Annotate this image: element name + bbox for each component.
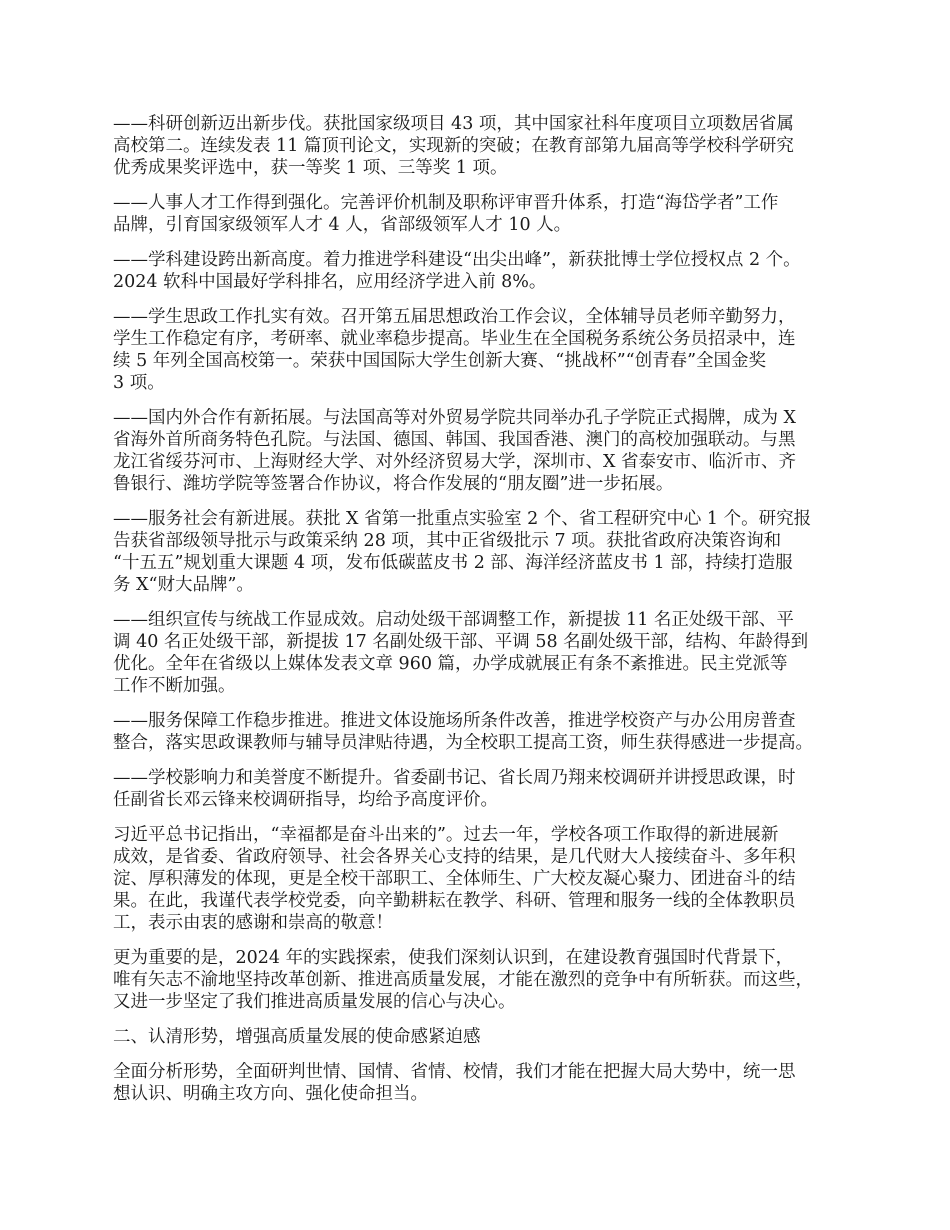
text-line: 又进一步坚定了我们推进高质量发展的信心与决心。: [113, 992, 516, 1012]
text-line: 鲁银行、潍坊学院等签署合作协议，将合作发展的“朋友圈”进一步拓展。: [113, 474, 674, 494]
text-line: ——服务社会有新进展。获批 X 省第一批重点实验室 2 个、省工程研究中心 1 个。研究报: [113, 509, 812, 529]
text-line: 任副省长邓云锋来校调研指导，均给予高度评价。: [113, 790, 498, 810]
document-page: [113, 113, 838, 1118]
text-line: 习近平总书记指出，“幸福都是奋斗出来的”。过去一年，学校各项工作取得的新进展新: [113, 825, 779, 845]
text-line: 省海外首所商务特色孔院。与法国、德国、韩国、我国香港、澳门的高校加强联动。与黑: [113, 430, 796, 450]
paragraph-organization: [113, 609, 838, 697]
paragraph-discipline: [113, 249, 838, 293]
paragraph-reputation: [113, 767, 838, 811]
section-heading: [113, 1026, 838, 1048]
text-line: 调 40 名正处级干部，新提拔 17 名副处级干部、平调 58 名副处级干部，结构、年龄得到: [113, 632, 809, 652]
text-line: 淀、厚积薄发的体现，更是全校干部职工、全体师生、广大校友凝心聚力、团进奋斗的结: [113, 869, 796, 889]
text-line: 续 5 年列全国高校第一。荣获中国国际大学生创新大赛、“挑战杯”“创青春”全国金奖: [113, 351, 767, 371]
text-line: 整合，落实思政课教师与辅导员津贴待遇，为全校职工提高工资，师生获得感进一步提高。: [113, 733, 813, 753]
text-line: ——服务保障工作稳步推进。推进文体设施场所条件改善，推进学校资产与办公用房普查: [113, 711, 796, 731]
text-line: 唯有矢志不渝地坚持改革创新、推进高质量发展，才能在激烈的竞争中有所斩获。而这些，: [113, 970, 813, 990]
paragraph-situation: [113, 1061, 838, 1105]
heading-text: 二、认清形势，增强高质量发展的使命感紧迫感: [113, 1027, 481, 1047]
text-line: ——组织宣传与统战工作显成效。启动处级干部调整工作，新提拔 11 名正处级干部、平: [113, 610, 794, 630]
text-line: ——学校影响力和美誉度不断提升。省委副书记、省长周乃翔来校调研并讲授思政课，时: [113, 768, 796, 788]
text-line: 龙江省绥芬河市、上海财经大学、对外经济贸易大学，深圳市、X 省泰安市、临沂市、齐: [113, 452, 797, 472]
paragraph-gratitude: [113, 824, 838, 934]
text-line: 工，表示由衷的感谢和崇高的敬意！: [113, 913, 393, 933]
text-line: 品牌，引育国家级领军人才 4 人，省部级领军人才 10 人。: [113, 215, 572, 235]
text-line: 高校第二。连续发表 11 篇顶刊论文，实现新的突破；在教育部第九届高等学校科学研究: [113, 136, 794, 156]
text-line: 3 项。: [113, 373, 165, 393]
paragraph-logistics: [113, 710, 838, 754]
text-line: ——人事人才工作得到强化。完善评价机制及职称评审晋升体系，打造“海岱学者”工作: [113, 193, 779, 213]
text-line: 成效，是省委、省政府领导、社会各界关心支持的结果，是几代财大人接续奋斗、多年积: [113, 847, 796, 867]
text-line: 想认识、明确主攻方向、强化使命担当。: [113, 1084, 428, 1104]
text-line: ——国内外合作有新拓展。与法国高等对外贸易学院共同举办孔子学院正式揭牌，成为 X: [113, 408, 797, 428]
paragraph-talent: [113, 192, 838, 236]
text-line: 全面分析形势，全面研判世情、国情、省情、校情，我们才能在把握大局大势中，统一思: [113, 1062, 796, 1082]
text-line: 更为重要的是，2024 年的实践探索，使我们深刻认识到，在建设教育强国时代背景下，: [113, 948, 794, 968]
paragraph-student-affairs: [113, 306, 838, 394]
text-line: 优化。全年在省级以上媒体发表文章 960 篇，办学成就展正有条不紊推进。民主党派等: [113, 654, 788, 674]
paragraph-social-service: [113, 508, 838, 596]
text-line: 优秀成果奖评选中，获一等奖 1 项、三等奖 1 项。: [113, 158, 508, 178]
text-line: 2024 软科中国最好学科排名，应用经济学进入前 8%。: [113, 272, 547, 292]
text-line: ——学科建设跨出新高度。着力推进学科建设“出尖出峰”，新获批博士学位授权点 2 个。: [113, 250, 801, 270]
text-line: 果。在此，我谨代表学校党委，向辛勤耕耘在教学、科研、管理和服务一线的全体教职员: [113, 891, 796, 911]
text-line: ——学生思政工作扎实有效。召开第五届思想政治工作会议，全体辅导员老师辛勤努力，: [113, 307, 796, 327]
paragraph-research: [113, 113, 838, 179]
paragraph-cooperation: [113, 407, 838, 495]
text-line: 工作不断加强。: [113, 676, 236, 696]
text-line: 告获省部级领导批示与政策采纳 28 项，其中正省级批示 7 项。获批省政府决策咨询和: [113, 531, 782, 551]
paragraph-reflection: [113, 947, 838, 1013]
text-line: 务 X“财大品牌”。: [113, 575, 254, 595]
text-line: “十五五”规划重大课题 4 项，发布低碳蓝皮书 2 部、海洋经济蓝皮书 1 部，持续打造服: [113, 553, 793, 573]
text-line: 学生工作稳定有序，考研率、就业率稳步提高。毕业生在全国税务系统公务员招录中，连: [113, 329, 796, 349]
text-line: ——科研创新迈出新步伐。获批国家级项目 43 项，其中国家社科年度项目立项数居省属: [113, 114, 794, 134]
